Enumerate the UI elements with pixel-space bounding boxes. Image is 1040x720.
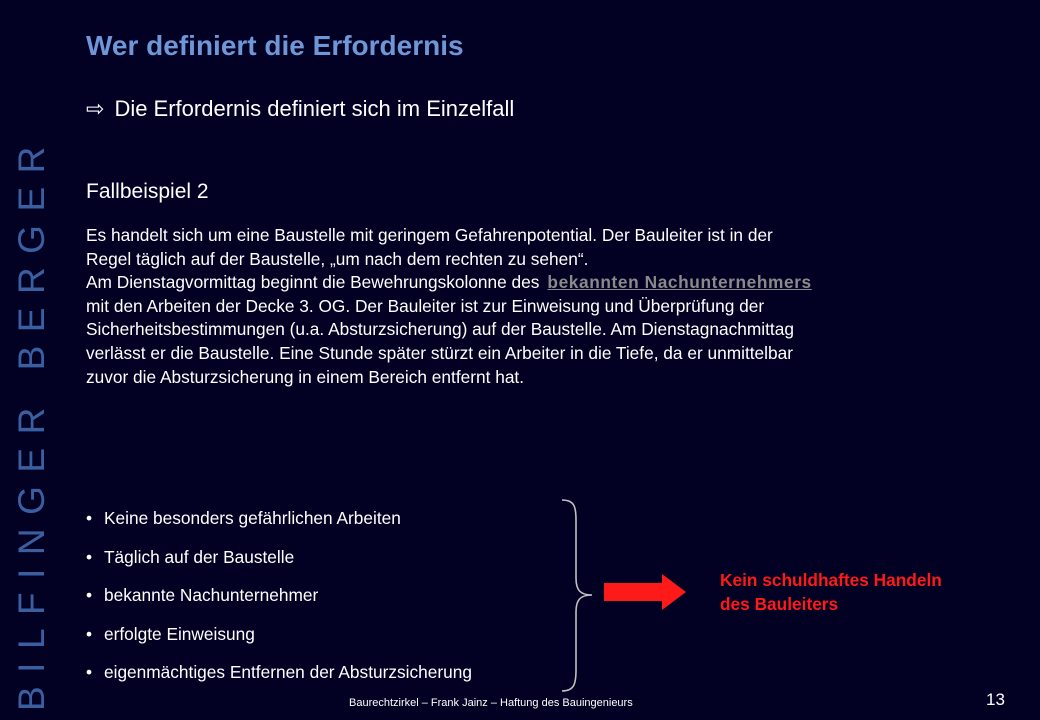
paragraph-line: Sicherheitsbestimmungen (u.a. Absturzsicherung) auf der Baustelle. Am Dienstagnachmittag	[86, 319, 794, 340]
bullet-text: Keine besonders gefährlichen Arbeiten	[104, 508, 401, 528]
conclusion-line: des Bauleiters	[720, 594, 839, 614]
bullet-dot: •	[86, 546, 93, 567]
bullet-text: eigenmächtiges Entfernen der Absturzsicherung	[104, 662, 472, 682]
bullet-item	[86, 585, 472, 624]
bullet-text: erfolgte Einweisung	[104, 623, 255, 644]
paragraph-line-prefix: Am Dienstagvormittag beginnt die Bewehrungskolonne des	[86, 272, 540, 293]
summary-bullet-list	[86, 508, 472, 701]
case-paragraph	[86, 224, 986, 389]
brand-logo-vertical: BILFINGER BERGER	[11, 133, 52, 711]
paragraph-line: Es handelt sich um eine Baustelle mit geringem Gefahrenpotential. Der Bauleiter ist in der	[86, 225, 773, 245]
bullet-item	[86, 508, 472, 547]
bullet-dot: •	[86, 623, 93, 644]
hollow-right-arrow-icon: ⇨	[86, 96, 105, 121]
footer-text: Baurechtzirkel – Frank Jainz – Haftung des Bauingenieurs	[349, 697, 633, 709]
paragraph-line: mit den Arbeiten der Decke 3. OG. Der Bauleiter ist zur Einweisung und Überprüfung der	[86, 295, 765, 316]
bullet-dot: •	[86, 585, 93, 605]
paragraph-line: verlässt er die Baustelle. Eine Stunde später stürzt ein Arbeiter in die Tiefe, da er unmittelbar	[86, 342, 793, 363]
page-number: 13	[986, 690, 1005, 709]
bullet-item	[86, 547, 472, 586]
bullet-dot: •	[86, 508, 93, 528]
red-right-arrow-icon	[604, 574, 686, 610]
case-title: Fallbeispiel 2	[86, 180, 209, 203]
bullet-item	[86, 624, 472, 663]
paragraph-line: Regel täglich auf der Baustelle, „um nach dem rechten zu sehen“.	[86, 248, 589, 269]
bullet-dot: •	[86, 662, 93, 682]
bullet-item	[86, 662, 472, 701]
slide-title: Wer definiert die Erfordernis	[86, 30, 464, 61]
slide-subtitle	[86, 96, 514, 122]
curly-brace-icon	[560, 498, 596, 693]
subtitle-text: Die Erfordernis definiert sich im Einzelfall	[114, 96, 515, 121]
paragraph-line	[86, 271, 986, 295]
conclusion-text	[720, 568, 942, 616]
conclusion-line: Kein schuldhaftes Handeln	[720, 570, 942, 590]
nachunternehmer-link[interactable]: bekannten Nachunternehmers	[547, 272, 812, 293]
bullet-text: Täglich auf der Baustelle	[104, 546, 295, 567]
paragraph-line: zuvor die Absturzsicherung in einem Bereich entfernt hat.	[86, 366, 525, 387]
bullet-text: bekannte Nachunternehmer	[104, 585, 319, 605]
